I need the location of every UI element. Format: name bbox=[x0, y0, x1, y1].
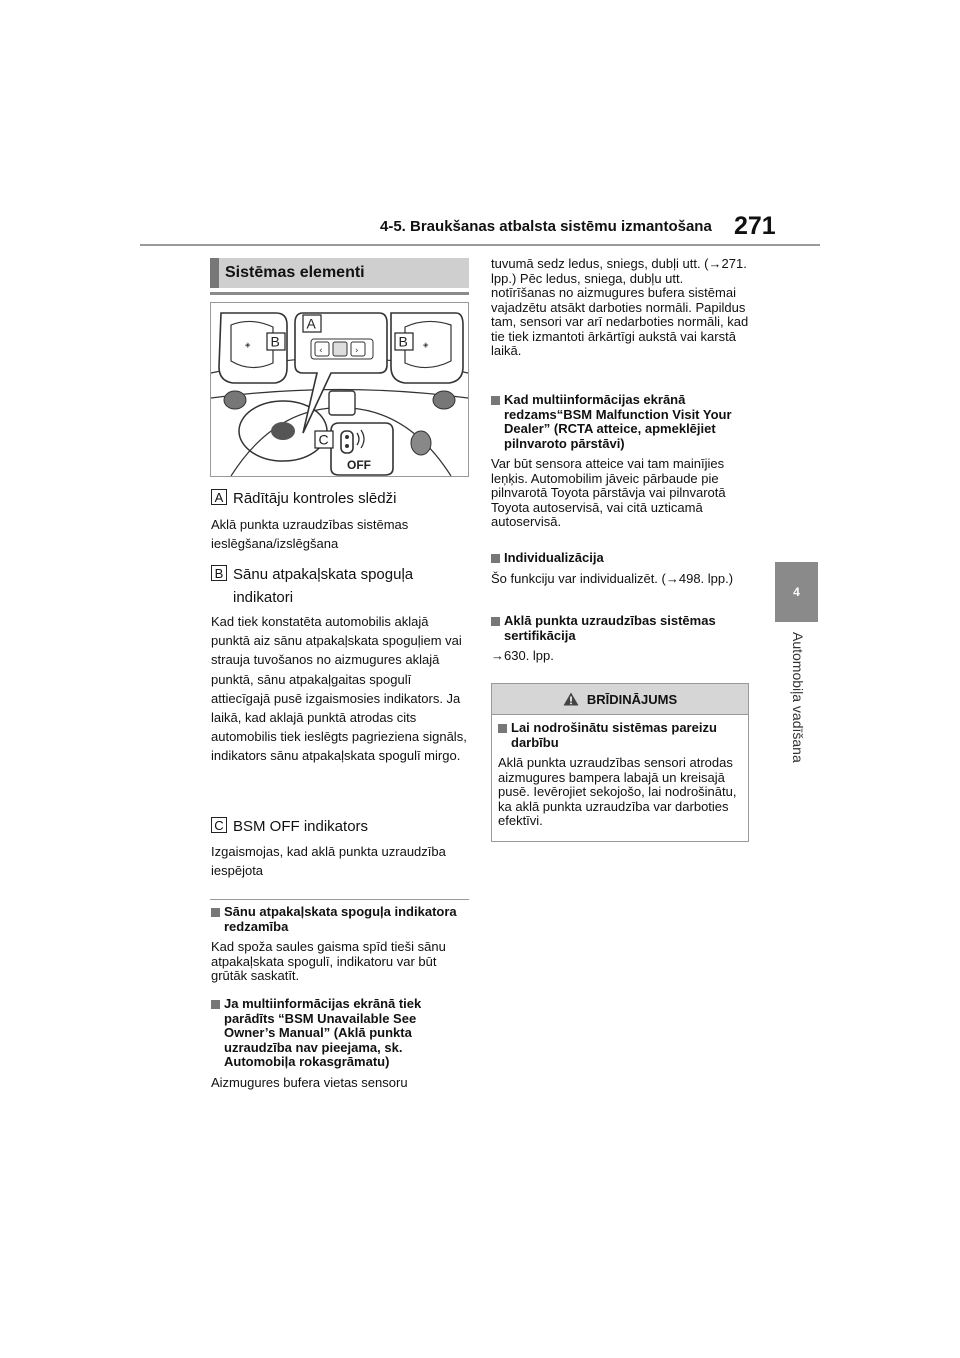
item-a-description: Aklā punkta uzraudzības sistēmas ieslēgšana/izslēgšana bbox=[211, 517, 409, 552]
callout-a: A bbox=[306, 315, 316, 332]
note-title: Aklā punkta uzraudzības sistēmas sertifikācija bbox=[504, 613, 716, 643]
item-a-title: Rādītāju kontroles slēdži bbox=[233, 490, 397, 507]
callout-c: C bbox=[318, 431, 329, 448]
item-b-description: Kad tiek konstatēta automobilis aklajā punktā aiz sānu atpakaļskata spoguļiem vai strauja tuvošanos no aizmugures aklajā punktā, sānu atpakaļgaitas spogulī attiecīgajā pusē izgaismosies indikators. Ja laikā, kad aklajā punktā atrodas cits automobilis tiek ieslēgts pagrieziena signāls, indikators sānu atpakaļskata spogulī mirgo. bbox=[211, 614, 467, 764]
note-body: Aizmugures bufera vietas sensoru bbox=[211, 1074, 408, 1090]
chapter-tab: 4 bbox=[775, 562, 818, 622]
square-bullet-icon bbox=[491, 396, 500, 405]
note-mirror-visibility bbox=[211, 905, 469, 984]
svg-text:›: › bbox=[355, 346, 359, 356]
note-body: →630. lpp. bbox=[491, 648, 554, 663]
item-c-letter: C bbox=[211, 817, 227, 833]
note-title: Kad multiinformācijas ekrānā redzams“BSM Malfunction Visit Your Dealer” (RCTA atteice, apmeklējiet pilnvaroto pārstāvi) bbox=[504, 392, 732, 451]
note-customization bbox=[491, 551, 749, 586]
item-b bbox=[211, 563, 463, 609]
warning-header bbox=[492, 684, 748, 715]
dashboard-illustration bbox=[210, 302, 469, 477]
warning-heading: BRĪDINĀJUMS bbox=[586, 691, 678, 707]
car-interior-drawing bbox=[211, 303, 468, 476]
header-rule bbox=[140, 244, 820, 246]
item-a-letter: A bbox=[211, 489, 227, 505]
square-bullet-icon bbox=[491, 617, 500, 626]
note-title: Individualizācija bbox=[504, 550, 604, 565]
note-bsm-unavailable bbox=[211, 997, 469, 1090]
section-title: Sistēmas elementi bbox=[210, 258, 469, 288]
warning-body: Aklā punkta uzraudzības sensori atrodas aizmugures bampera labajā un kreisajā pusē. Ievērojiet sekojošo, lai nodrošinātu, ka aklā punkta uzraudzība var darboties efektīvi. bbox=[498, 755, 737, 828]
square-bullet-icon bbox=[211, 908, 220, 917]
item-c-title: BSM OFF indikators bbox=[233, 818, 369, 835]
note-certification bbox=[491, 614, 749, 664]
section-rule bbox=[210, 292, 469, 295]
note-body: Šo funkciju var individualizēt. (→498. lpp.) bbox=[491, 570, 734, 586]
note-bsm-malfunction bbox=[491, 393, 749, 530]
svg-text:◈: ◈ bbox=[423, 341, 429, 349]
square-bullet-icon bbox=[211, 1000, 220, 1009]
item-b-letter: B bbox=[211, 565, 227, 581]
item-b-title: Sānu atpakaļskata spoguļa indikatori bbox=[233, 566, 414, 606]
warning-triangle-icon bbox=[563, 692, 579, 706]
square-bullet-icon bbox=[498, 724, 507, 733]
item-a bbox=[211, 487, 463, 510]
callout-b-right: B bbox=[398, 333, 408, 350]
off-label: OFF bbox=[347, 458, 371, 472]
warning-title: Lai nodrošinātu sistēmas pareizu darbību bbox=[511, 720, 717, 750]
note-body: Kad spoža saules gaisma spīd tieši sānu atpakaļskata spogulī, indikatoru var būt grūtāk saskatīt. bbox=[211, 939, 446, 983]
callout-b-left: B bbox=[270, 333, 280, 350]
note-title: Ja multiinformācijas ekrānā tiek parādīts “BSM Unavailable See Owner’s Manual” (Aklā punkta uzraudzība nav pieejama, sk. Automobiļa rokasgrāmatu) bbox=[224, 996, 422, 1069]
svg-text:‹: ‹ bbox=[319, 346, 323, 356]
item-c-description: Izgaismojas, kad aklā punkta uzraudzība iespējota bbox=[211, 844, 446, 879]
svg-text:◈: ◈ bbox=[245, 341, 251, 349]
square-bullet-icon bbox=[491, 554, 500, 563]
warning-box bbox=[491, 683, 749, 842]
section-divider bbox=[210, 899, 469, 900]
page-number: 271 bbox=[734, 212, 776, 240]
item-c bbox=[211, 815, 463, 838]
chapter-title: 4-5. Braukšanas atbalsta sistēmu izmantošana bbox=[380, 218, 712, 235]
note-title: Sānu atpakaļskata spoguļa indikatora redzamība bbox=[224, 904, 457, 934]
chapter-tab-label: Automobiļa vadīšana bbox=[790, 632, 806, 763]
continuation-text: tuvumā sedz ledus, sniegs, dubļi utt. (→271. lpp.) Pēc ledus, sniega, dubļu utt. notīrīšanas no aizmugures bufera sistēmai vajadzētu atsākt darboties normāli. Papildus tam, sensori var arī nedarboties normāli, kad tie tiek izmantoti ārkārtīgi aukstā vai karstā laikā. bbox=[491, 256, 749, 358]
note-body: Var būt sensora atteice vai tam mainījies leņķis. Automobilim jāveic pārbaude pie pilnvarotā Toyota pārstāvja vai pilnvarotā Toyota autoservisā, vai citā uzticamā autoservisā. bbox=[491, 456, 726, 529]
